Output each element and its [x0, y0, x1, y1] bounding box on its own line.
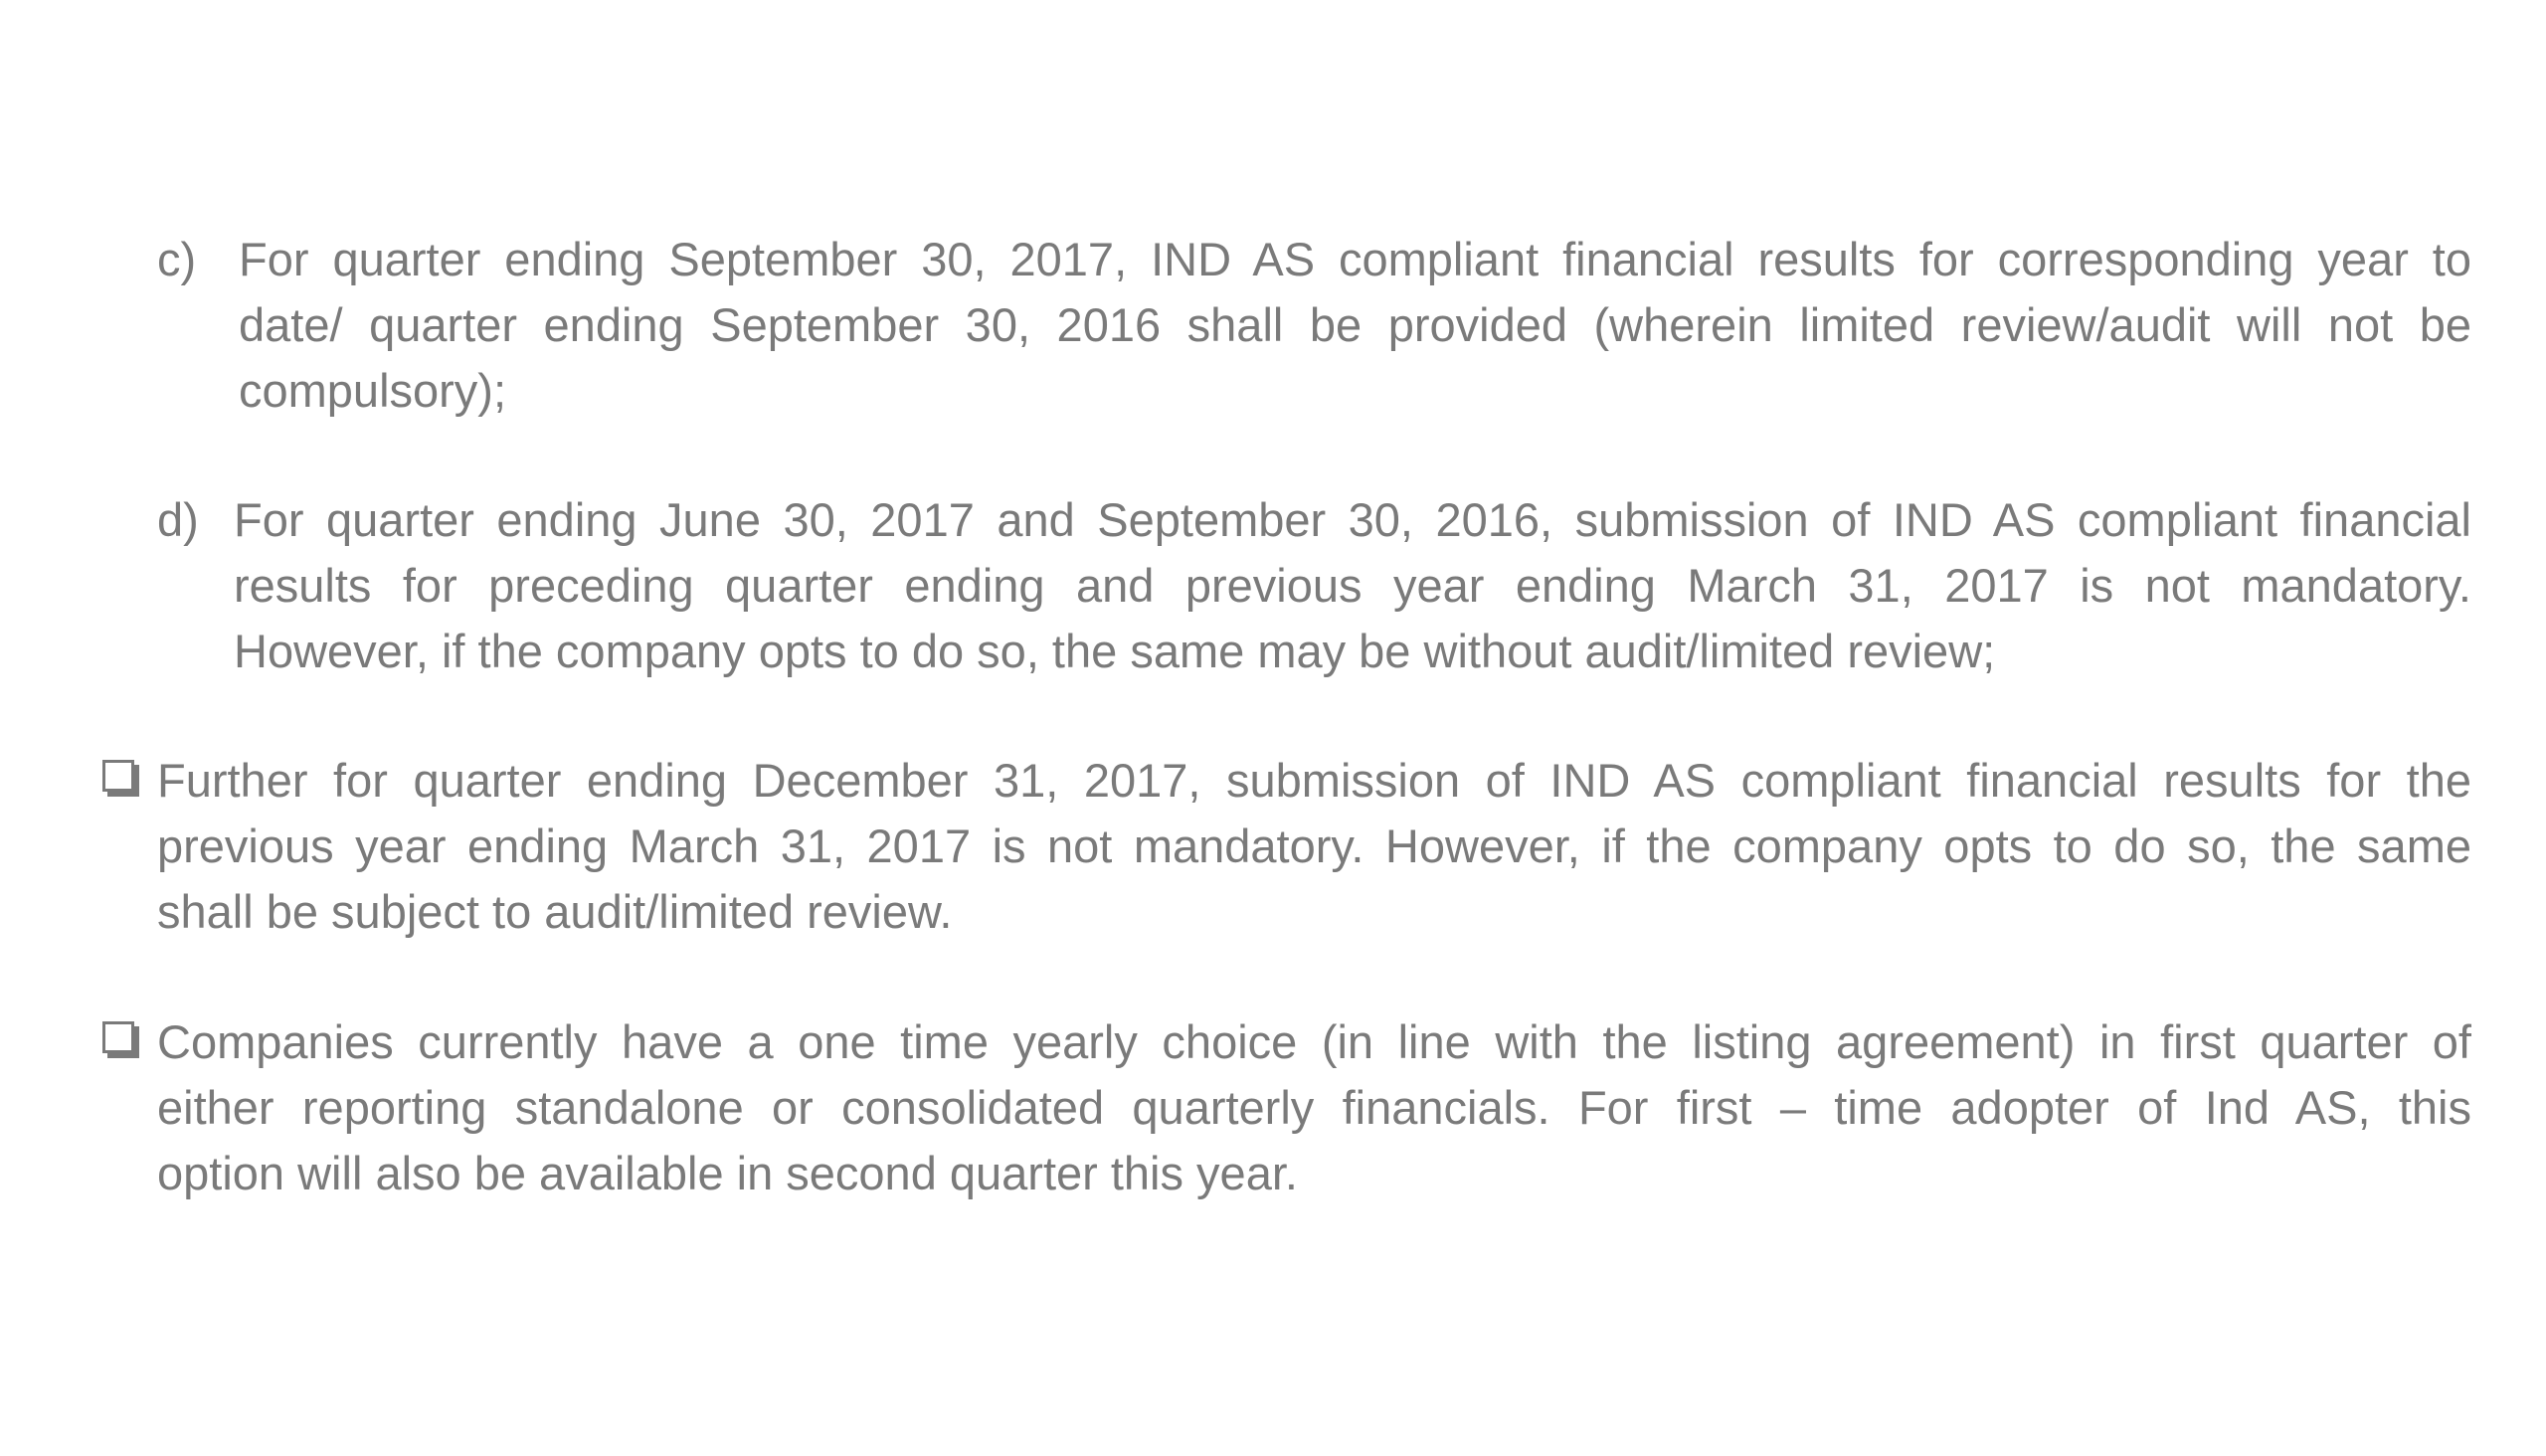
- item-c-line-1: For quarter ending September 30, 2017, IND AS compliant financial results for corresponding year to: [239, 233, 2471, 285]
- bullet-1-text: [157, 748, 2471, 945]
- item-d-text: [234, 487, 2471, 684]
- bullet-2-text: [157, 1009, 2471, 1206]
- item-d-line-3: However, if the company opts to do so, the same may be without audit/limited review;: [234, 625, 1996, 677]
- checkbox-icon: [102, 760, 134, 792]
- item-c-line-2: date/ quarter ending September 30, 2016 shall be provided (wherein limited review/audit will not be: [239, 298, 2471, 351]
- bullet-2-line-1: Companies currently have a one time yearly choice (in line with the listing agreement) in first quarter of: [157, 1015, 2471, 1068]
- item-c-text: [239, 227, 2471, 424]
- item-c-line-3: compulsory);: [239, 364, 507, 417]
- item-marker-c: c): [157, 233, 197, 285]
- bullet-2-line-2: either reporting standalone or consolidated quarterly financials. For first – time adopter of Ind AS, this: [157, 1081, 2471, 1134]
- item-d-line-2: results for preceding quarter ending and previous year ending March 31, 2017 is not mandatory.: [234, 559, 2471, 612]
- bullet-2-line-3: option will also be available in second quarter this year.: [157, 1147, 1298, 1199]
- checkbox-icon: [102, 1021, 134, 1053]
- bullet-1-line-2: previous year ending March 31, 2017 is not mandatory. However, if the company opts to do so, the same: [157, 819, 2471, 872]
- item-d-line-1: For quarter ending June 30, 2017 and September 30, 2016, submission of IND AS compliant financial: [234, 493, 2471, 546]
- bullet-1-line-1: Further for quarter ending December 31, 2017, submission of IND AS compliant financial results for the: [157, 754, 2471, 807]
- bullet-1-line-3: shall be subject to audit/limited review.: [157, 885, 953, 938]
- item-marker-d: d): [157, 493, 199, 546]
